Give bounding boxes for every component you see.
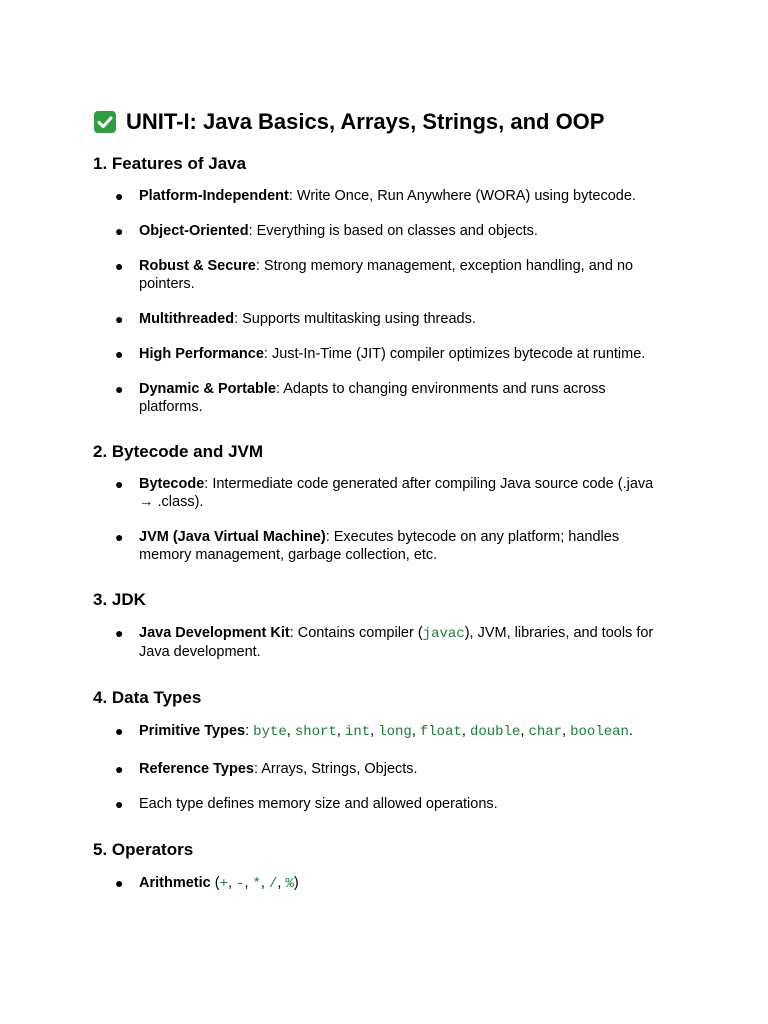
bullet-icon: ●	[115, 346, 124, 362]
paren-close: )	[293, 875, 299, 891]
comma: ,	[461, 723, 466, 739]
code-type: boolean	[570, 724, 629, 740]
item-text: : Adapts to changing environments and runs across platforms.	[139, 381, 606, 415]
paren-open: (	[210, 875, 220, 891]
bullet-icon: ●	[115, 761, 124, 777]
code-op: /	[268, 876, 278, 892]
features-list	[93, 187, 693, 416]
item-text: : Intermediate code generated after compiling Java source code (.java → .class).	[139, 476, 654, 510]
item-text: : Executes bytecode on any platform; handles memory management, garbage collection, etc.	[139, 529, 620, 563]
section-heading-data-types: 4. Data Types	[93, 688, 202, 707]
item-term: High Performance	[139, 346, 264, 362]
item-sep: :	[245, 723, 250, 739]
item-text: : Strong memory management, exception handling, and no pointers.	[139, 258, 634, 292]
check-mark-icon	[93, 110, 117, 134]
item-term: Robust & Secure	[139, 258, 256, 274]
item-term: Object-Oriented	[139, 223, 249, 239]
bullet-icon: ●	[115, 529, 124, 545]
comma: ,	[244, 875, 249, 891]
comma: ,	[277, 875, 282, 891]
item-text: : Contains compiler (	[289, 625, 423, 641]
bullet-icon: ●	[115, 625, 124, 641]
section-heading-bytecode: 2. Bytecode and JVM	[93, 442, 264, 461]
comma: ,	[227, 875, 233, 891]
item-term: Bytecode	[139, 476, 205, 492]
code-type: char	[528, 724, 563, 740]
comma: ,	[336, 723, 341, 739]
comma: ,	[562, 723, 567, 739]
period: .	[628, 723, 633, 739]
bullet-icon: ●	[115, 381, 124, 397]
list-item	[93, 760, 669, 778]
comma: ,	[260, 875, 265, 891]
operators-list	[93, 874, 693, 893]
code-op: +	[219, 876, 228, 892]
list-item	[93, 475, 669, 511]
item-term: Dynamic & Portable	[139, 381, 276, 397]
item-term: Reference Types	[139, 761, 254, 777]
bullet-icon: ●	[115, 258, 124, 274]
code-op: %	[285, 876, 294, 892]
item-text: Each type defines memory size and allowed operations.	[139, 796, 498, 812]
comma: ,	[411, 723, 416, 739]
bullet-icon: ●	[115, 723, 124, 739]
comma: ,	[520, 723, 525, 739]
item-term: JVM (Java Virtual Machine)	[139, 529, 326, 545]
list-item	[93, 528, 669, 564]
code-type: int	[344, 724, 371, 740]
list-item	[93, 624, 669, 661]
list-item	[93, 874, 669, 893]
list-item	[93, 257, 669, 293]
item-term: Arithmetic	[139, 875, 211, 891]
list-item	[93, 187, 669, 205]
item-text: ), JVM, libraries, and tools for Java development.	[139, 625, 654, 660]
code-javac: javac	[422, 626, 465, 642]
item-text: : Just-In-Time (JIT) compiler optimizes bytecode at runtime.	[263, 346, 646, 362]
code-type: float	[419, 724, 462, 740]
item-text: : Arrays, Strings, Objects.	[253, 761, 418, 777]
code-type: byte	[253, 724, 287, 740]
list-item	[93, 722, 669, 741]
document-title	[93, 107, 693, 137]
comma: ,	[370, 723, 375, 739]
list-item	[93, 222, 669, 240]
section-heading-features: 1. Features of Java	[93, 154, 247, 173]
item-text: : Supports multitasking using threads.	[234, 311, 476, 327]
bullet-icon: ●	[115, 875, 124, 891]
section-heading-operators: 5. Operators	[93, 840, 194, 859]
code-type: long	[378, 724, 412, 740]
code-type: double	[469, 724, 521, 740]
bullet-icon: ●	[115, 311, 124, 327]
jdk-list	[93, 624, 693, 661]
item-term: Java Development Kit	[139, 625, 290, 641]
title-text: UNIT-I: Java Basics, Arrays, Strings, and OOP	[126, 109, 605, 134]
document-page	[93, 106, 693, 893]
list-item	[93, 310, 669, 328]
bytecode-list	[93, 475, 693, 564]
list-item	[93, 380, 669, 416]
comma: ,	[286, 723, 291, 739]
list-item	[93, 345, 669, 363]
item-term: Primitive Types	[139, 723, 246, 739]
bullet-icon: ●	[115, 223, 124, 239]
data-types-list	[93, 722, 693, 813]
bullet-icon: ●	[115, 476, 124, 492]
item-text: : Everything is based on classes and objects.	[248, 223, 538, 239]
bullet-icon: ●	[115, 188, 124, 204]
code-op: -	[236, 876, 245, 892]
section-heading-jdk: 3. JDK	[93, 590, 146, 609]
list-item	[93, 795, 669, 813]
code-type: short	[294, 724, 337, 740]
code-op: *	[252, 876, 261, 892]
item-term: Multithreaded	[139, 311, 235, 327]
item-text: : Write Once, Run Anywhere (WORA) using bytecode.	[288, 188, 636, 204]
item-term: Platform-Independent	[139, 188, 289, 204]
bullet-icon: ●	[115, 796, 124, 812]
